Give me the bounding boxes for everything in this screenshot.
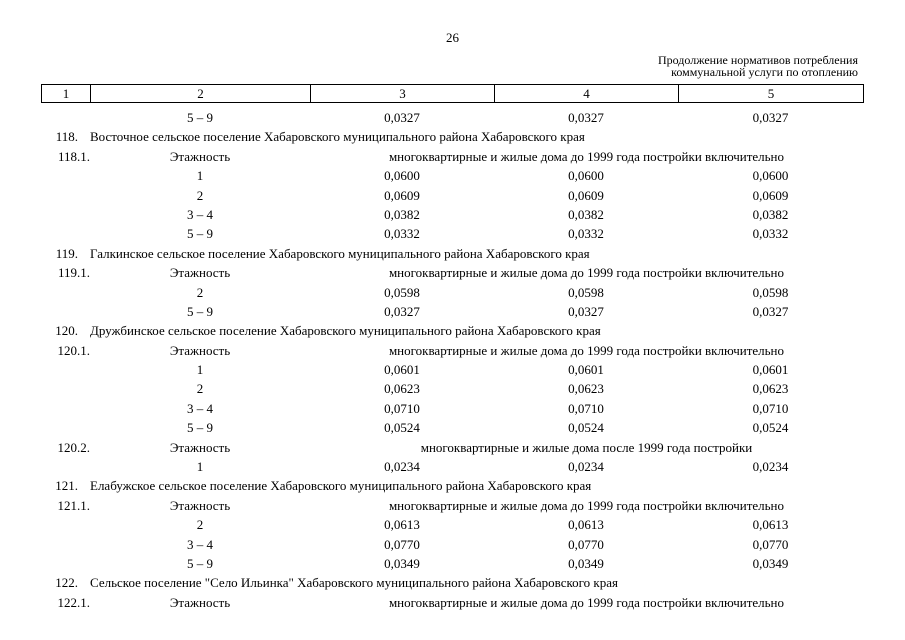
subsection-row [41, 341, 863, 360]
subsection-label: Этажность [169, 148, 231, 164]
floors-cell: 1 [196, 168, 204, 184]
subsection-label: Этажность [169, 594, 231, 610]
value-col-4: 0,0623 [568, 381, 604, 397]
subsection-row [41, 263, 863, 282]
value-col-4: 0,0332 [568, 226, 604, 242]
value-col-3: 0,0598 [384, 284, 420, 300]
floors-cell: 1 [196, 459, 204, 475]
section-name: Дружбинское сельское поселение Хабаровского муниципального района Хабаровского края [90, 323, 601, 339]
column-number-header [41, 84, 864, 103]
section-heading-row [41, 476, 863, 495]
value-col-3: 0,0524 [384, 420, 420, 436]
value-col-3: 0,0327 [384, 110, 420, 125]
subsection-number: 120.1. [57, 342, 90, 358]
table-row [41, 457, 863, 476]
table-row [41, 379, 863, 398]
subsection-description: многоквартирные и жилые дома после 1999 года постройки [420, 439, 753, 455]
subsection-row [41, 593, 863, 612]
table-row [41, 399, 863, 418]
continuation-line-1: Продолжение нормативов потребления [657, 53, 858, 67]
value-col-4: 0,0601 [568, 362, 604, 378]
continuation-caption [658, 54, 858, 78]
section-name: Галкинское сельское поселение Хабаровского муниципального района Хабаровского края [90, 245, 590, 261]
floors-cell: 5 – 9 [187, 420, 213, 436]
subsection-label: Этажность [169, 439, 231, 455]
value-col-4: 0,0600 [568, 168, 604, 184]
value-col-3: 0,0623 [384, 381, 420, 397]
subsection-description: многоквартирные и жилые дома до 1999 года постройки включительно [388, 497, 785, 513]
header-col-2: 2 [91, 85, 311, 103]
value-col-4: 0,0327 [568, 303, 604, 319]
floors-cell: 3 – 4 [187, 536, 213, 552]
section-heading-row [41, 127, 863, 146]
value-col-3: 0,0327 [384, 303, 420, 319]
norms-table-body [41, 108, 863, 612]
value-col-5: 0,0332 [752, 226, 789, 242]
value-col-4: 0,0234 [568, 459, 604, 475]
subsection-number: 122.1. [57, 594, 90, 610]
continuation-line-2: коммунальной услуги по отоплению [671, 65, 858, 79]
value-col-5: 0,0524 [752, 420, 789, 436]
section-number: 119. [55, 245, 78, 261]
value-col-4: 0,0349 [568, 555, 604, 571]
value-col-3: 0,0332 [384, 226, 420, 242]
value-col-4: 0,0609 [568, 187, 604, 203]
value-col-3: 0,0600 [384, 168, 420, 184]
table-row [41, 360, 863, 379]
value-col-5: 0,0382 [752, 206, 789, 222]
value-col-4: 0,0598 [568, 284, 604, 300]
subsection-description: многоквартирные и жилые дома до 1999 года постройки включительно [388, 148, 785, 164]
table-row [41, 515, 863, 534]
table-row [41, 205, 863, 224]
subsection-number: 118.1. [57, 148, 90, 164]
subsection-description: многоквартирные и жилые дома до 1999 года постройки включительно [388, 342, 785, 358]
floors-cell: 3 – 4 [187, 400, 213, 416]
header-col-5: 5 [679, 85, 864, 103]
section-number: 120. [55, 323, 78, 339]
value-col-5: 0,0327 [752, 303, 789, 319]
table-row [41, 166, 863, 185]
section-name: Елабужское сельское поселение Хабаровского муниципального района Хабаровского края [90, 478, 592, 494]
subsection-description: многоквартирные и жилые дома до 1999 года постройки включительно [388, 594, 785, 610]
value-col-5: 0,0613 [752, 517, 789, 533]
floors-cell: 5 – 9 [187, 303, 213, 319]
floors-cell: 5 – 9 [187, 226, 213, 242]
floors-cell: 5 – 9 [187, 110, 213, 125]
section-heading-row [41, 573, 863, 592]
subsection-number: 121.1. [57, 497, 90, 513]
value-col-3: 0,0601 [384, 362, 420, 378]
subsection-number: 119.1. [57, 265, 90, 281]
value-col-3: 0,0613 [384, 517, 420, 533]
subsection-label: Этажность [169, 342, 231, 358]
value-col-3: 0,0382 [384, 206, 420, 222]
table-row [41, 418, 863, 437]
value-col-3: 0,0234 [384, 459, 420, 475]
value-col-5: 0,0601 [752, 362, 789, 378]
floors-cell: 5 – 9 [187, 555, 213, 571]
value-col-5: 0,0609 [752, 187, 789, 203]
page-number: 26 [446, 30, 459, 45]
subsection-label: Этажность [169, 265, 231, 281]
value-col-5: 0,0623 [752, 381, 789, 397]
value-col-4: 0,0770 [568, 536, 604, 552]
section-heading-row [41, 244, 863, 263]
header-col-4: 4 [495, 85, 679, 103]
value-col-4: 0,0382 [568, 206, 604, 222]
floors-cell: 2 [196, 381, 204, 397]
floors-cell: 2 [196, 187, 204, 203]
header-col-3: 3 [311, 85, 495, 103]
section-number: 118. [55, 129, 78, 145]
floors-cell: 1 [196, 362, 204, 378]
subsection-number: 120.2. [57, 439, 90, 455]
subsection-label: Этажность [169, 497, 231, 513]
value-col-3: 0,0770 [384, 536, 420, 552]
value-col-3: 0,0609 [384, 187, 420, 203]
value-col-5: 0,0598 [752, 284, 789, 300]
subsection-row [41, 496, 863, 515]
floors-cell: 2 [196, 284, 204, 300]
subsection-description: многоквартирные и жилые дома до 1999 года постройки включительно [388, 265, 785, 281]
table-row [41, 224, 863, 243]
header-row [42, 85, 864, 103]
section-heading-row [41, 321, 863, 340]
section-number: 121. [55, 478, 78, 494]
table-row [41, 302, 863, 321]
value-col-4: 0,0613 [568, 517, 604, 533]
value-col-5: 0,0349 [752, 555, 789, 571]
value-col-4: 0,0710 [568, 400, 604, 416]
value-col-5: 0,0710 [752, 400, 789, 416]
value-col-3: 0,0710 [384, 400, 420, 416]
value-col-5: 0,0770 [752, 536, 789, 552]
table-row [41, 108, 863, 127]
value-col-5: 0,0600 [752, 168, 789, 184]
floors-cell: 3 – 4 [187, 206, 213, 222]
section-number: 122. [55, 575, 78, 591]
header-col-1: 1 [42, 85, 91, 103]
table-row [41, 554, 863, 573]
table-row [41, 283, 863, 302]
table-row [41, 535, 863, 554]
section-name: Восточное сельское поселение Хабаровского муниципального района Хабаровского края [90, 129, 585, 145]
value-col-5: 0,0234 [752, 459, 789, 475]
value-col-5: 0,0327 [752, 110, 789, 125]
floors-cell: 2 [196, 517, 204, 533]
section-name: Сельское поселение "Село Ильинка" Хабаровского муниципального района Хабаровского края [90, 575, 618, 591]
subsection-row [41, 147, 863, 166]
value-col-3: 0,0349 [384, 555, 420, 571]
subsection-row [41, 438, 863, 457]
value-col-4: 0,0524 [568, 420, 604, 436]
table-row [41, 186, 863, 205]
value-col-4: 0,0327 [568, 110, 604, 125]
